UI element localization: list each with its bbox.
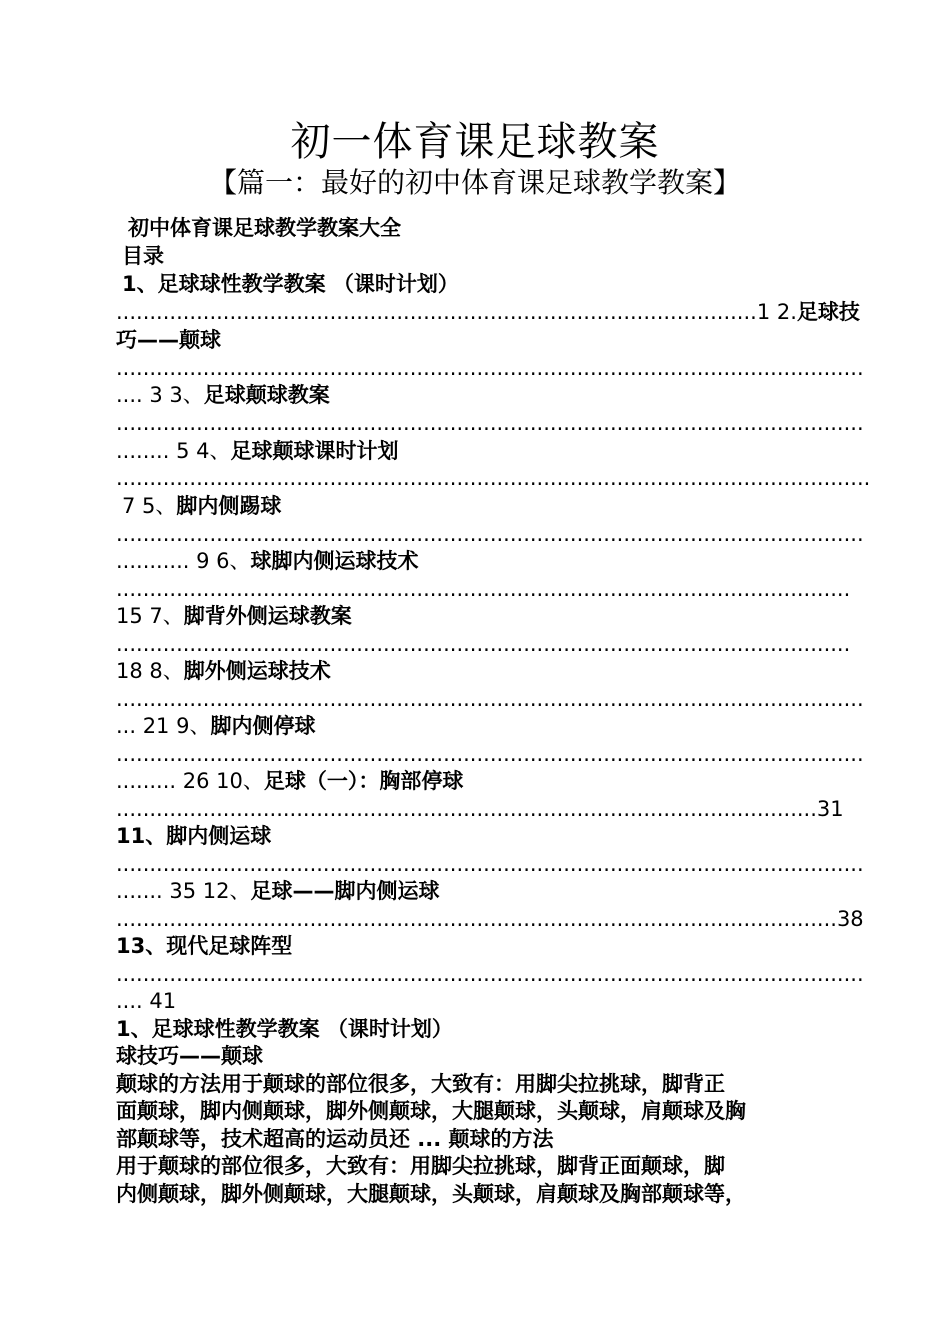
body-section-title: 1、足球球性教学教案 （课时计划） bbox=[116, 1017, 453, 1041]
toc-leader: .............................................................................................................. bbox=[116, 632, 851, 656]
toc-entry-11: 11、脚内侧运球 bbox=[116, 824, 272, 848]
toc-row-6 bbox=[116, 547, 836, 575]
toc-row-1 bbox=[116, 298, 860, 326]
body-paragraph-line: 内侧颠球，脚外侧颠球，大腿颠球，头颠球，肩颠球及胸部颠球等， bbox=[116, 1182, 746, 1206]
toc-row-5 bbox=[122, 492, 842, 520]
toc-page-number: 1 2. bbox=[756, 300, 797, 324]
section-heading: 初中体育课足球教学教案大全 bbox=[128, 216, 401, 240]
toc-page-number: .... 41 bbox=[116, 989, 177, 1013]
toc-page-number: 15 7、 bbox=[116, 604, 184, 628]
toc-page-number: ... 21 9、 bbox=[116, 714, 211, 738]
toc-page-number: 38 bbox=[836, 907, 864, 931]
toc-entry-1: 1、足球球性教学教案 （课时计划） bbox=[122, 272, 459, 296]
toc-entry-10: 足球（一）：胸部停球 bbox=[263, 769, 464, 793]
document-title: 初一体育课足球教案 bbox=[290, 119, 660, 165]
toc-entry-5: 脚内侧踢球 bbox=[176, 494, 282, 518]
toc-leader: ......................................................................................................... bbox=[116, 797, 817, 821]
body-paragraph-line: 颠球的方法用于颠球的部位很多，大致有：用脚尖拉挑球，脚背正 bbox=[116, 1072, 725, 1096]
toc-entry-2: 足球技 bbox=[796, 300, 860, 324]
body-paragraph-line: 部颠球等，技术超高的运动员还 ... 颠球的方法 bbox=[116, 1127, 554, 1151]
toc-page-number: 18 8、 bbox=[116, 659, 184, 683]
toc-page-number: 7 5、 bbox=[122, 494, 177, 518]
toc-label: 目录 bbox=[122, 244, 164, 268]
toc-leader: ................................................................................................................ bbox=[116, 687, 864, 711]
toc-leader: ................................................................................................ bbox=[116, 300, 757, 324]
toc-row-10 bbox=[116, 767, 836, 795]
toc-row-4 bbox=[116, 437, 836, 465]
toc-entry-13: 13、现代足球阵型 bbox=[116, 934, 293, 958]
toc-row-7 bbox=[116, 602, 836, 630]
toc-row-9 bbox=[116, 712, 836, 740]
document-subtitle: 【篇一：最好的初中体育课足球教学教案】 bbox=[208, 166, 741, 199]
toc-page-number: ......... 26 10、 bbox=[116, 769, 264, 793]
body-paragraph-line: 面颠球，脚内侧颠球，脚外侧颠球，大腿颠球，头颠球，肩颠球及胸 bbox=[116, 1099, 746, 1123]
toc-leader: .............................................................................................................. bbox=[116, 577, 851, 601]
body-paragraph-line: 用于颠球的部位很多，大致有：用脚尖拉挑球，脚背正面颠球，脚 bbox=[116, 1154, 725, 1178]
body-section-subtitle: 球技巧——颠球 bbox=[116, 1044, 263, 1068]
toc-entry-9: 脚内侧停球 bbox=[210, 714, 316, 738]
toc-row-12 bbox=[116, 877, 836, 905]
toc-row-8 bbox=[116, 657, 836, 685]
toc-leader: ................................................................................................................ bbox=[116, 411, 864, 435]
toc-entry-4: 足球颠球课时计划 bbox=[230, 439, 399, 463]
toc-row-10-page bbox=[116, 795, 844, 823]
toc-entry-6: 球脚内侧运球技术 bbox=[250, 549, 419, 573]
toc-page-number: ........... 9 6、 bbox=[116, 549, 251, 573]
toc-leader: ................................................................................................................ bbox=[116, 742, 864, 766]
toc-entry-7: 脚背外侧运球教案 bbox=[183, 604, 352, 628]
toc-page-number: 31 bbox=[816, 797, 844, 821]
toc-leader: ............................................................................................................ bbox=[116, 907, 837, 931]
toc-leader: ................................................................................................................. bbox=[116, 466, 871, 490]
toc-page-number: ........ 5 4、 bbox=[116, 439, 231, 463]
toc-leader: ................................................................................................................ bbox=[116, 356, 864, 380]
toc-leader: ................................................................................................................ bbox=[116, 962, 864, 986]
toc-entry-8: 脚外侧运球技术 bbox=[183, 659, 331, 683]
toc-leader: ................................................................................................................ bbox=[116, 522, 864, 546]
toc-page-number: ....... 35 12、 bbox=[116, 879, 251, 903]
toc-leader: ................................................................................................................ bbox=[116, 852, 864, 876]
toc-row-3 bbox=[116, 381, 836, 409]
toc-entry-2-cont: 巧——颠球 bbox=[116, 328, 221, 352]
toc-row-12-page bbox=[116, 905, 864, 933]
toc-entry-12: 足球——脚内侧运球 bbox=[250, 879, 440, 903]
toc-page-number: .... 3 3、 bbox=[116, 383, 204, 407]
toc-entry-3: 足球颠球教案 bbox=[203, 383, 330, 407]
